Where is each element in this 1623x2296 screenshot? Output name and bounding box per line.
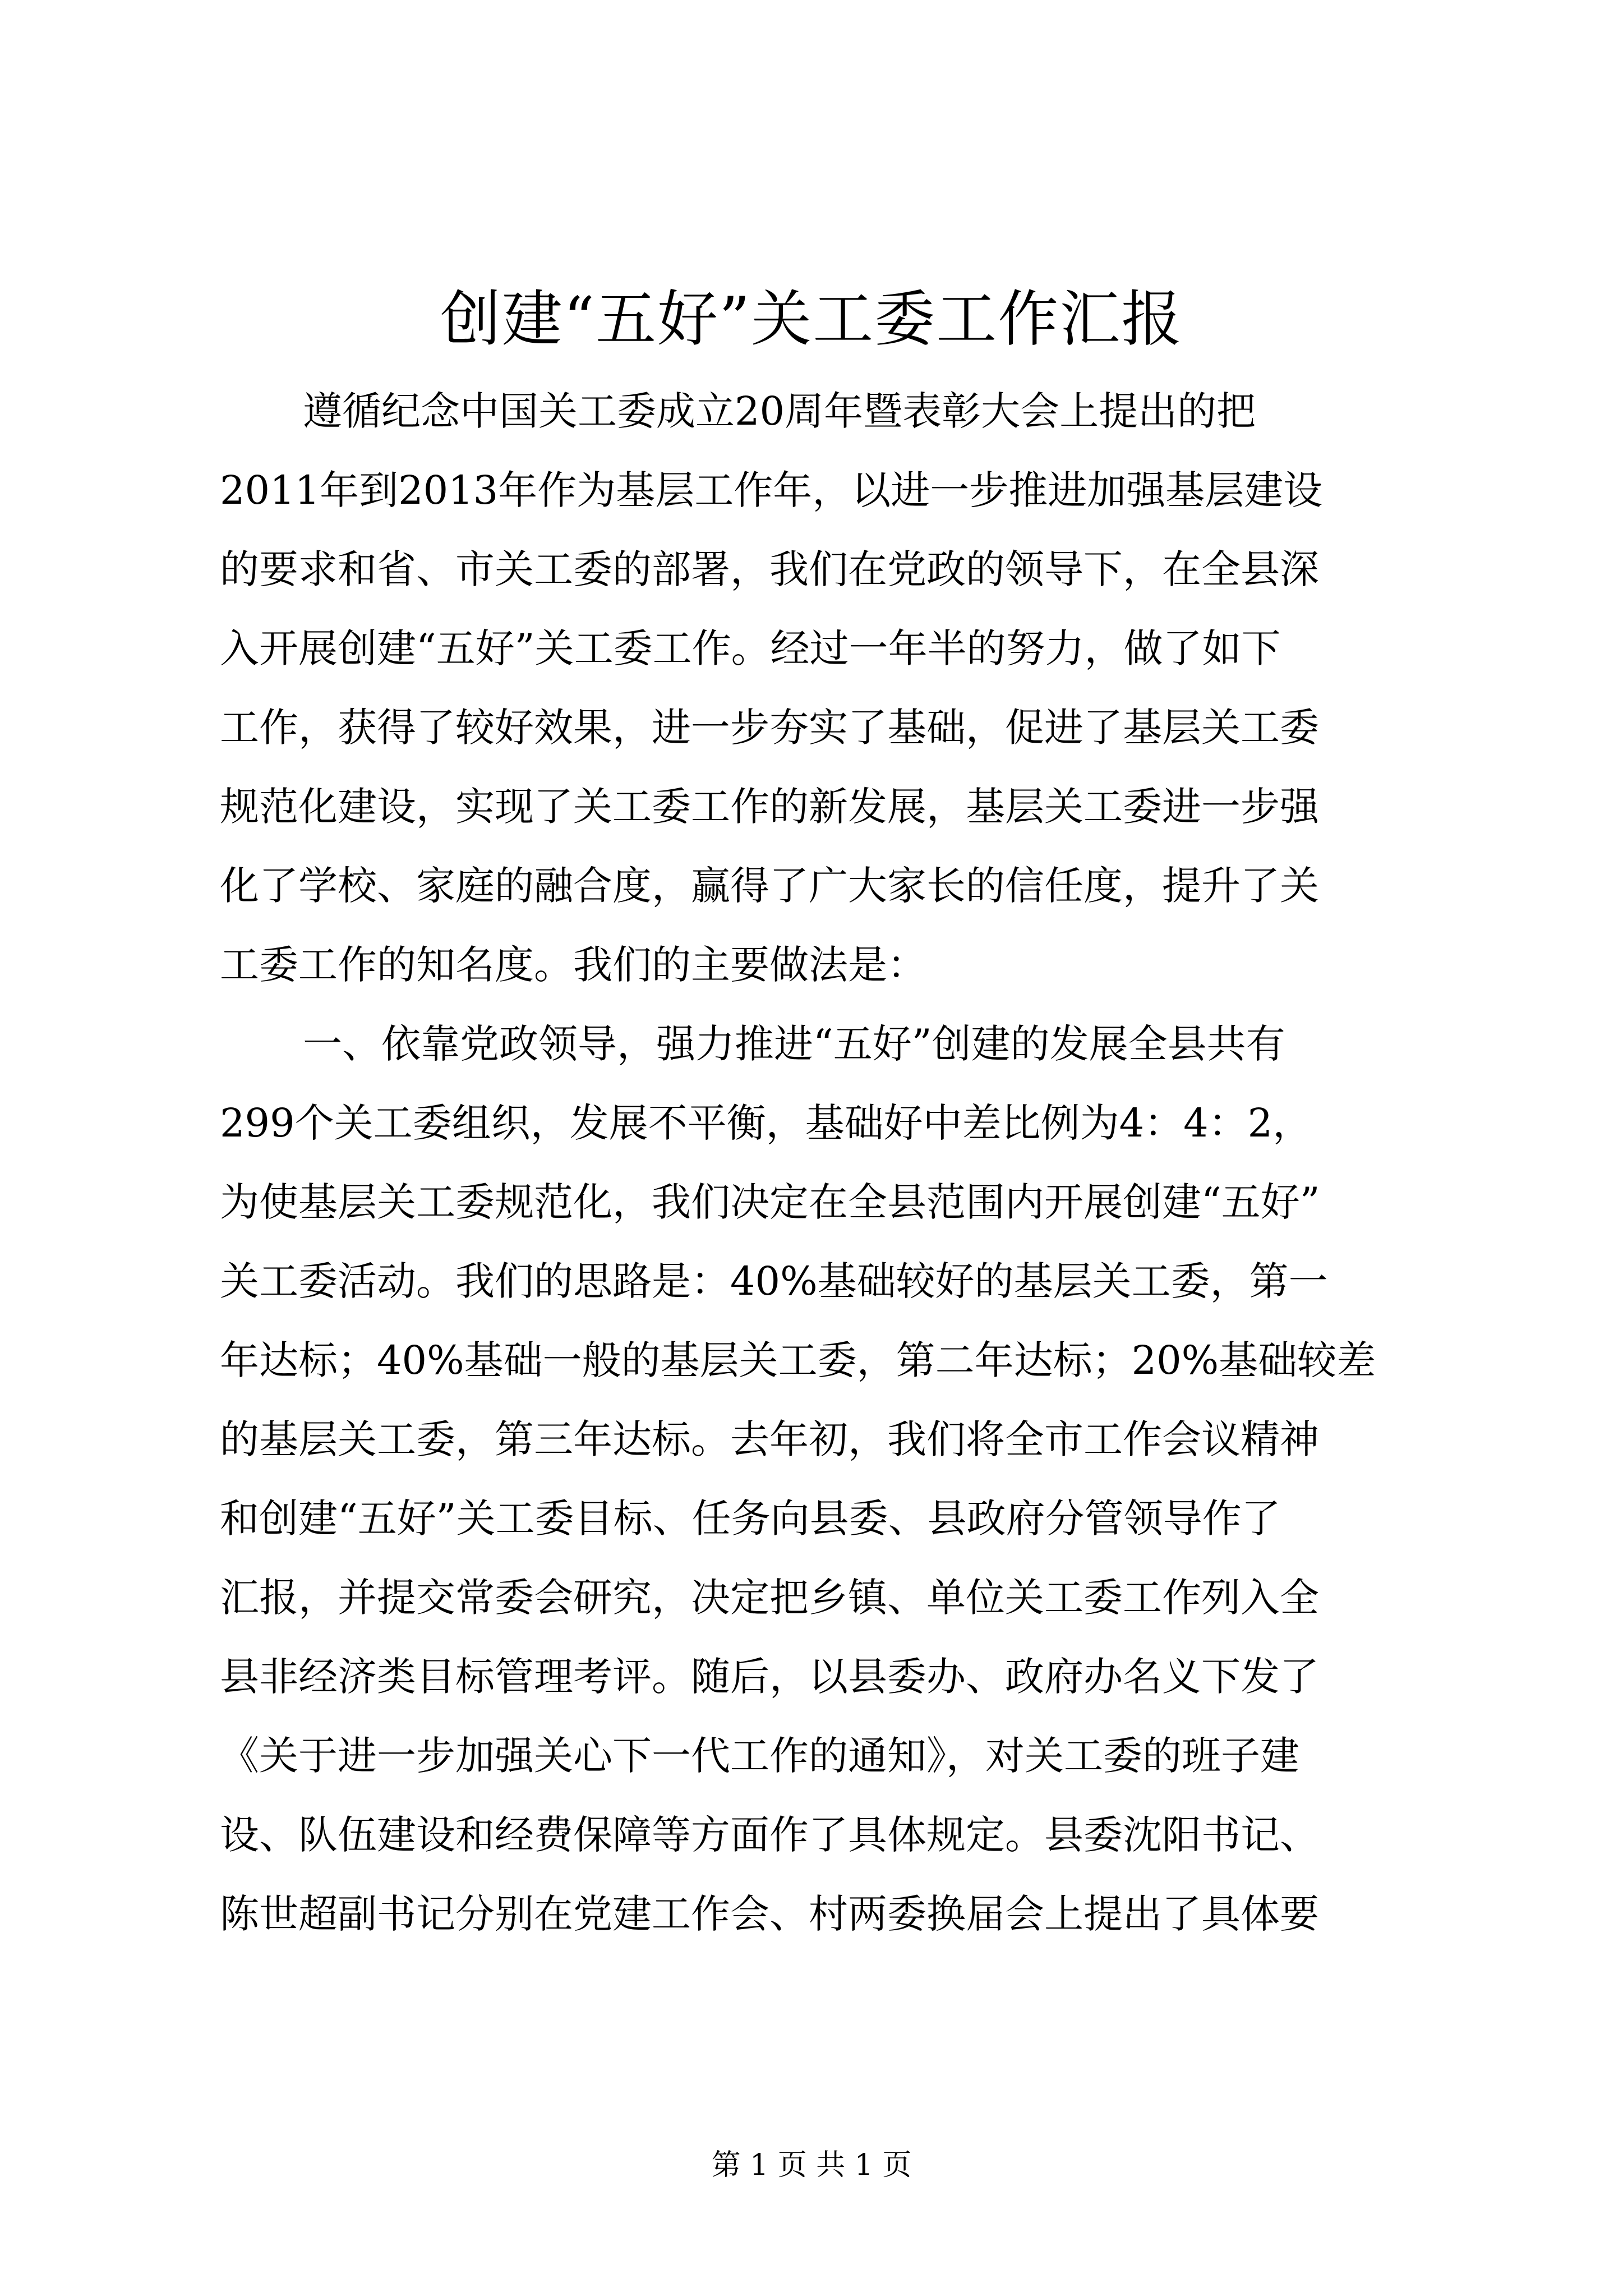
- body-line: 299个关工委组织，发展不平衡，基础好中差比例为4：4：2，: [220, 1100, 1312, 1146]
- document-title: 创建“五好”关工委工作汇报: [440, 284, 1183, 355]
- body-line: 《关于进一步加强关心下一代工作的通知》，对关工委的班子建: [220, 1733, 1299, 1779]
- body-line: 和创建“五好”关工委目标、任务向县委、县政府分管领导作了: [220, 1496, 1281, 1542]
- body-line: 工委工作的知名度。我们的主要做法是：: [220, 942, 926, 988]
- body-line: 关工委活动。我们的思路是：40%基础较好的基层关工委，第一: [220, 1258, 1328, 1304]
- body-line: 汇报，并提交常委会研究，决定把乡镇、单位关工委工作列入全: [220, 1575, 1319, 1621]
- body-line: 为使基层关工委规范化，我们决定在全县范围内开展创建“五好”: [220, 1179, 1320, 1225]
- page-number-footer: 第 1 页 共 1 页: [711, 2148, 912, 2182]
- body-line: 2011年到2013年作为基层工作年，以进一步推进加强基层建设: [220, 467, 1323, 513]
- body-line: 设、队伍建设和经费保障等方面作了具体规定。县委沈阳书记、: [220, 1812, 1319, 1858]
- body-line: 遵循纪念中国关工委成立20周年暨表彰大会上提出的把: [303, 388, 1256, 434]
- body-line: 的基层关工委，第三年达标。去年初，我们将全市工作会议精神: [220, 1416, 1319, 1462]
- body-line: 规范化建设，实现了关工委工作的新发展，基层关工委进一步强: [220, 784, 1319, 830]
- body-line: 陈世超副书记分别在党建工作会、村两委换届会上提出了具体要: [220, 1891, 1319, 1937]
- body-line: 年达标；40%基础一般的基层关工委，第二年达标；20%基础较差: [220, 1337, 1376, 1383]
- body-line: 一、依靠党政领导，强力推进“五好”创建的发展全县共有: [303, 1021, 1285, 1067]
- body-line: 工作，获得了较好效果，进一步夯实了基础，促进了基层关工委: [220, 705, 1319, 751]
- body-line: 入开展创建“五好”关工委工作。经过一年半的努力，做了如下: [220, 625, 1281, 671]
- body-line: 化了学校、家庭的融合度，赢得了广大家长的信任度，提升了关: [220, 863, 1319, 909]
- body-line: 的要求和省、市关工委的部署，我们在党政的领导下，在全县深: [220, 546, 1319, 592]
- body-line: 县非经济类目标管理考评。随后，以县委办、政府办名义下发了: [220, 1654, 1319, 1700]
